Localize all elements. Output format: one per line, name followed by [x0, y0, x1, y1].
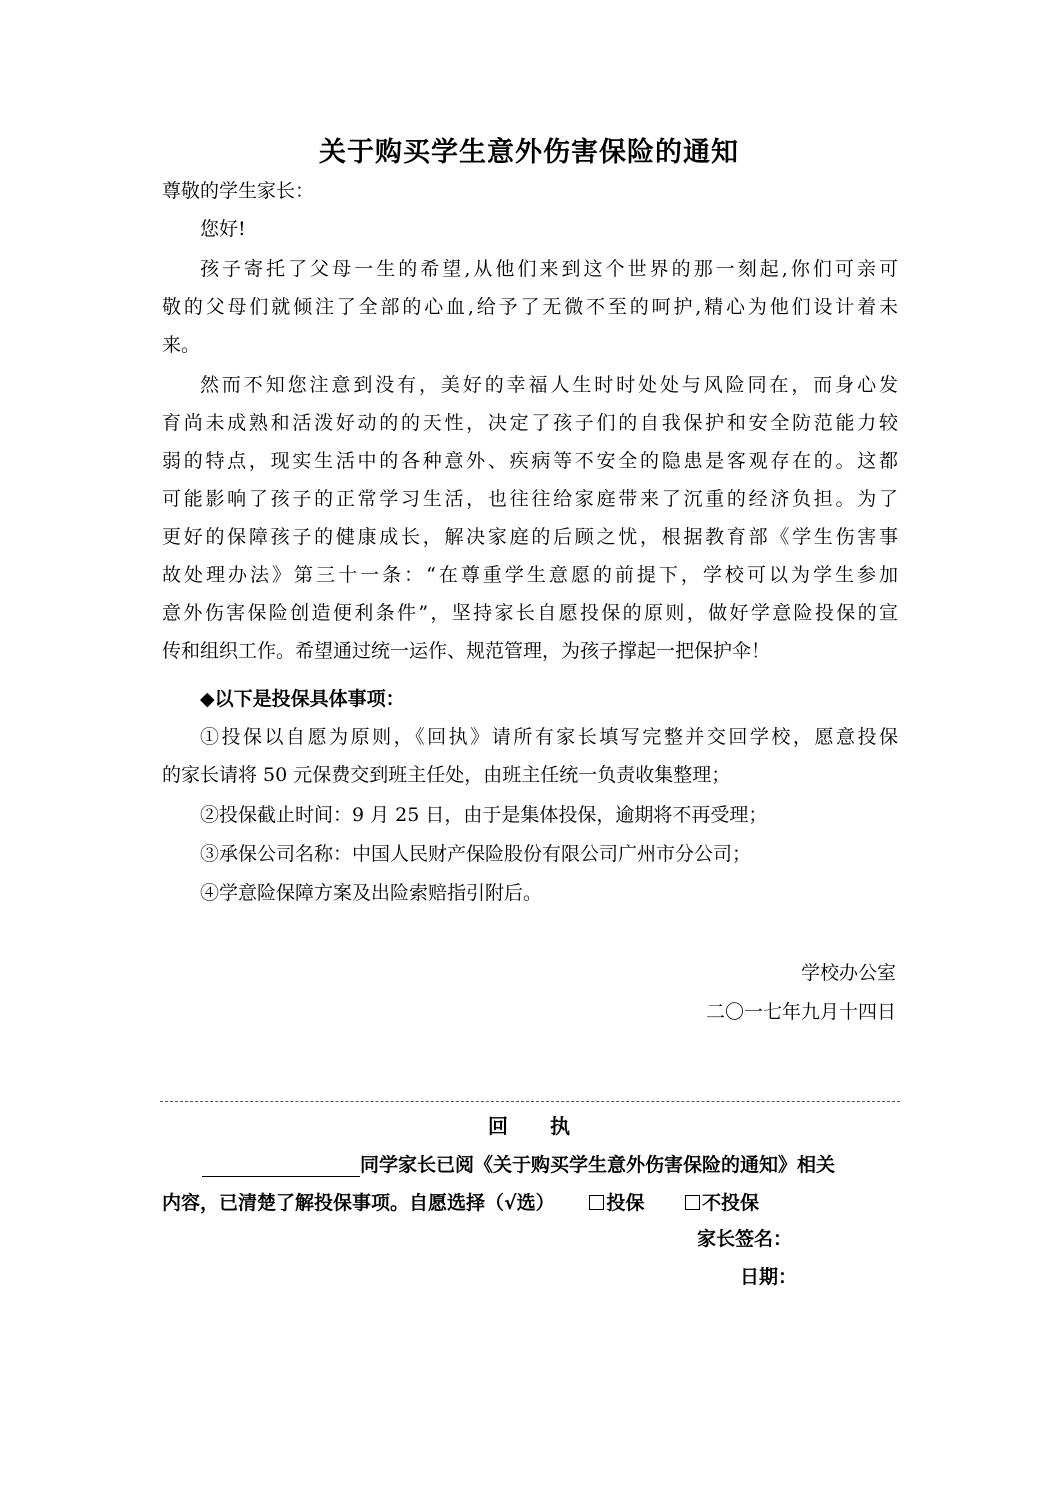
- item-2: ②投保截止时间：9 月 25 日，由于是集体投保，逾期将不再受理；: [200, 804, 768, 826]
- items-heading: ◆以下是投保具体事项：: [200, 688, 405, 710]
- salutation: 尊敬的学生家长：: [162, 180, 315, 202]
- paragraph-line: 弱的特点，现实生活中的各种意外、疾病等不安全的隐患是客观存在的。这都: [162, 450, 898, 472]
- paragraph-line: 来。: [162, 334, 201, 356]
- paragraph-line: 然而不知您注意到没有，美好的幸福人生时时处处与风险同在，而身心发: [200, 374, 898, 396]
- paragraph-line: 更好的保障孩子的健康成长，解决家庭的后顾之忧，根据教育部《学生伤害事: [162, 526, 898, 548]
- option-no-insure-label: 不投保: [701, 1192, 759, 1214]
- item-line: ①投保以自愿为原则，《回执》请所有家长填写完整并交回学校，愿意投保: [200, 726, 898, 748]
- item-3: ③承保公司名称：中国人民财产保险股份有限公司广州市分公司；: [200, 843, 752, 865]
- date-label: 日期：: [740, 1266, 798, 1288]
- paragraph-line: 传和组织工作。希望通过统一运作、规范管理，为孩子撑起一把保护伞！: [162, 640, 771, 662]
- receipt-line-2: [162, 1184, 898, 1222]
- cut-line-divider: [160, 1101, 900, 1102]
- option-insure[interactable]: [589, 1192, 644, 1214]
- item-4: ④学意险保障方案及出险索赔指引附后。: [200, 882, 543, 904]
- checkbox-no-insure[interactable]: [685, 1195, 700, 1210]
- paragraph-2: [162, 366, 898, 670]
- signature-date: 二〇一七年九月十四日: [705, 1001, 896, 1023]
- receipt-title-char: 执: [550, 1114, 570, 1138]
- signature-office: 学校办公室: [800, 962, 896, 984]
- receipt-title-char: 回: [488, 1114, 508, 1138]
- paragraph-line: 意外伤害保险创造便利条件”，坚持家长自愿投保的原则，做好学意险投保的宣: [162, 602, 898, 624]
- item-1: [162, 718, 898, 794]
- student-name-blank[interactable]: [202, 1152, 360, 1177]
- paragraph-line: 可能影响了孩子的正常学习生活，也往往给家庭带来了沉重的经济负担。为了: [162, 488, 898, 510]
- item-line: 的家长请将 50 元保费交到班主任处，由班主任统一负责收集整理；: [162, 764, 731, 786]
- option-insure-label: 投保: [606, 1192, 645, 1214]
- paragraph-line: 育尚未成熟和活泼好动的的天性，决定了孩子们的自我保护和安全防范能力较: [162, 412, 898, 434]
- receipt-form: [162, 1146, 898, 1222]
- parent-signature-label: 家长签名：: [697, 1228, 793, 1250]
- paragraph-line: 敬的父母们就倾注了全部的心血,给予了无微不至的呵护,精心为他们设计着未: [162, 296, 898, 318]
- receipt-line-2-text: 内容，已清楚了解投保事项。自愿选择（√选）: [162, 1192, 555, 1214]
- page-title: 关于购买学生意外伤害保险的通知: [319, 137, 739, 168]
- receipt-line-1: [162, 1146, 898, 1184]
- checkbox-insure[interactable]: [589, 1195, 604, 1210]
- paragraph-line: 故处理办法》第三十一条：“在尊重学生意愿的前提下，学校可以为学生参加: [162, 564, 898, 586]
- receipt-line-1-text: 同学家长已阅《关于购买学生意外伤害保险的通知》相关: [360, 1154, 836, 1176]
- paragraph-1: [162, 250, 898, 364]
- option-no-insure[interactable]: [685, 1192, 759, 1214]
- greeting: 您好!: [200, 218, 246, 240]
- paragraph-line: 孩子寄托了父母一生的希望,从他们来到这个世界的那一刻起,你们可亲可: [200, 258, 898, 280]
- receipt-title: [0, 1110, 1058, 1139]
